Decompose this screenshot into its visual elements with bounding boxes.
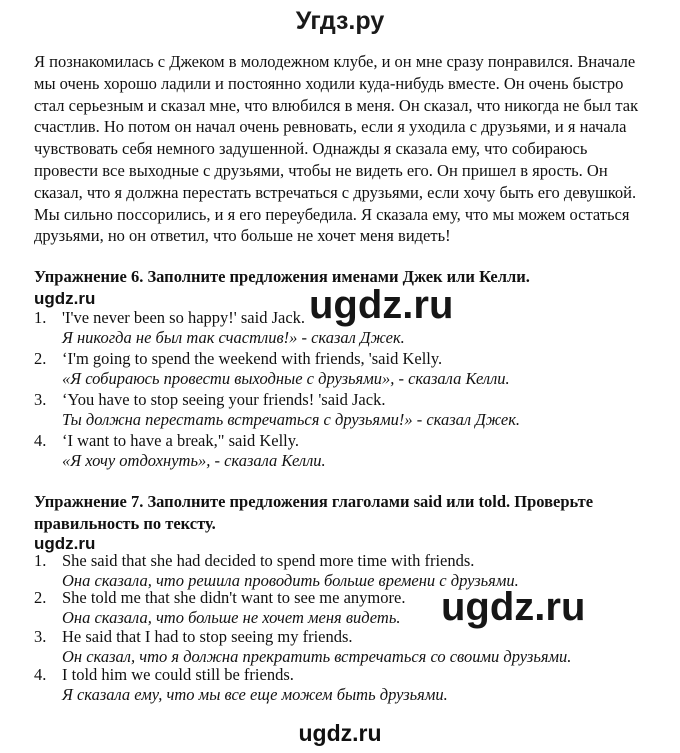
item-translation: Она сказала, что больше не хочет меня видеть. xyxy=(62,607,401,627)
item-translation: «Я собираюсь провести выходные с друзьями», - сказала Келли. xyxy=(62,368,510,388)
exercise-6-mark: ugdz.ru xyxy=(34,289,96,308)
item-translation: Он сказал, что я должна прекратить встречаться со своими друзьями. xyxy=(62,646,572,666)
item-translation: Ты должна перестать встречаться с друзьями!» - сказал Джек. xyxy=(62,409,521,429)
item-number: 3. xyxy=(34,627,47,646)
item-number: 4. xyxy=(34,431,47,450)
site-header: Угдз.ру xyxy=(295,7,385,35)
item-english: ‘You have to stop seeing your friends! 'said Jack. xyxy=(62,390,386,409)
watermark: ugdz.ru xyxy=(441,585,586,629)
item-number: 4. xyxy=(34,665,47,684)
item-translation: Она сказала, что решила проводить больше времени с друзьями. xyxy=(62,570,519,590)
item-translation: Я никогда не был так счастлив!» - сказал Джек. xyxy=(62,327,405,347)
item-english: 'I've never been so happy!' said Jack. xyxy=(62,308,306,327)
item-english: He said that I had to stop seeing my friends. xyxy=(62,627,353,646)
item-number: 1. xyxy=(34,551,47,570)
item-translation: «Я хочу отдохнуть», - сказала Келли. xyxy=(62,450,326,470)
item-number: 3. xyxy=(34,390,47,409)
exercise-6-item-4 xyxy=(34,431,654,470)
item-english: She said that she had decided to spend more time with friends. xyxy=(62,551,475,570)
exercise-7-item-3 xyxy=(34,627,654,666)
exercise-6-item-2 xyxy=(34,349,654,388)
item-english: ‘I want to have a break," said Kelly. xyxy=(62,431,300,450)
exercise-7-item-4 xyxy=(34,665,654,704)
exercise-7-mark: ugdz.ru xyxy=(34,534,96,553)
watermark: ugdz.ru xyxy=(309,283,454,327)
item-english: I told him we could still be friends. xyxy=(62,665,294,684)
item-english: She told me that she didn't want to see me anymore. xyxy=(62,588,406,607)
item-translation: Я сказала ему, что мы все еще можем быть друзьями. xyxy=(62,684,448,704)
item-english: ‘I'm going to spend the weekend with friends, 'said Kelly. xyxy=(62,349,443,368)
item-number: 1. xyxy=(34,308,47,327)
story-text: Я познакомилась с Джеком в молодежном клубе, и он мне сразу понравился. Вначале мы очень хорошо ладили и постоянно ходили куда-нибудь вместе. Он очень быстро стал серьезным и сказал мне, что влюбился в меня. Он сказал, что никогда не был так счастлив. Но потом он начал очень ревновать, если я уходила с друзьями, и я начала чувствовать себя немного задушенной. Однажды я сказала ему, что собираюсь провести все выходные с друзьями, чтобы не видеть его. Он пришел в ярость. Он сказал, что я должна перестать встречаться с друзьями, если хочу быть его девушкой. Мы сильно поссорились, и я его переубедила. Я сказала ему, что мы можем остаться друзьями, но он ответил, что больше не хочет меня видеть! xyxy=(34,52,639,246)
exercise-7-title: Упражнение 7. Заполните предложения глаголами said или told. Проверьте правильность по тексту. xyxy=(34,492,594,533)
item-number: 2. xyxy=(34,349,47,368)
exercise-6-title: Упражнение 6. Заполните предложения именами Джек или Келли. xyxy=(34,267,530,286)
site-footer: ugdz.ru xyxy=(298,720,382,746)
item-number: 2. xyxy=(34,588,47,607)
exercise-6-item-3 xyxy=(34,390,654,429)
